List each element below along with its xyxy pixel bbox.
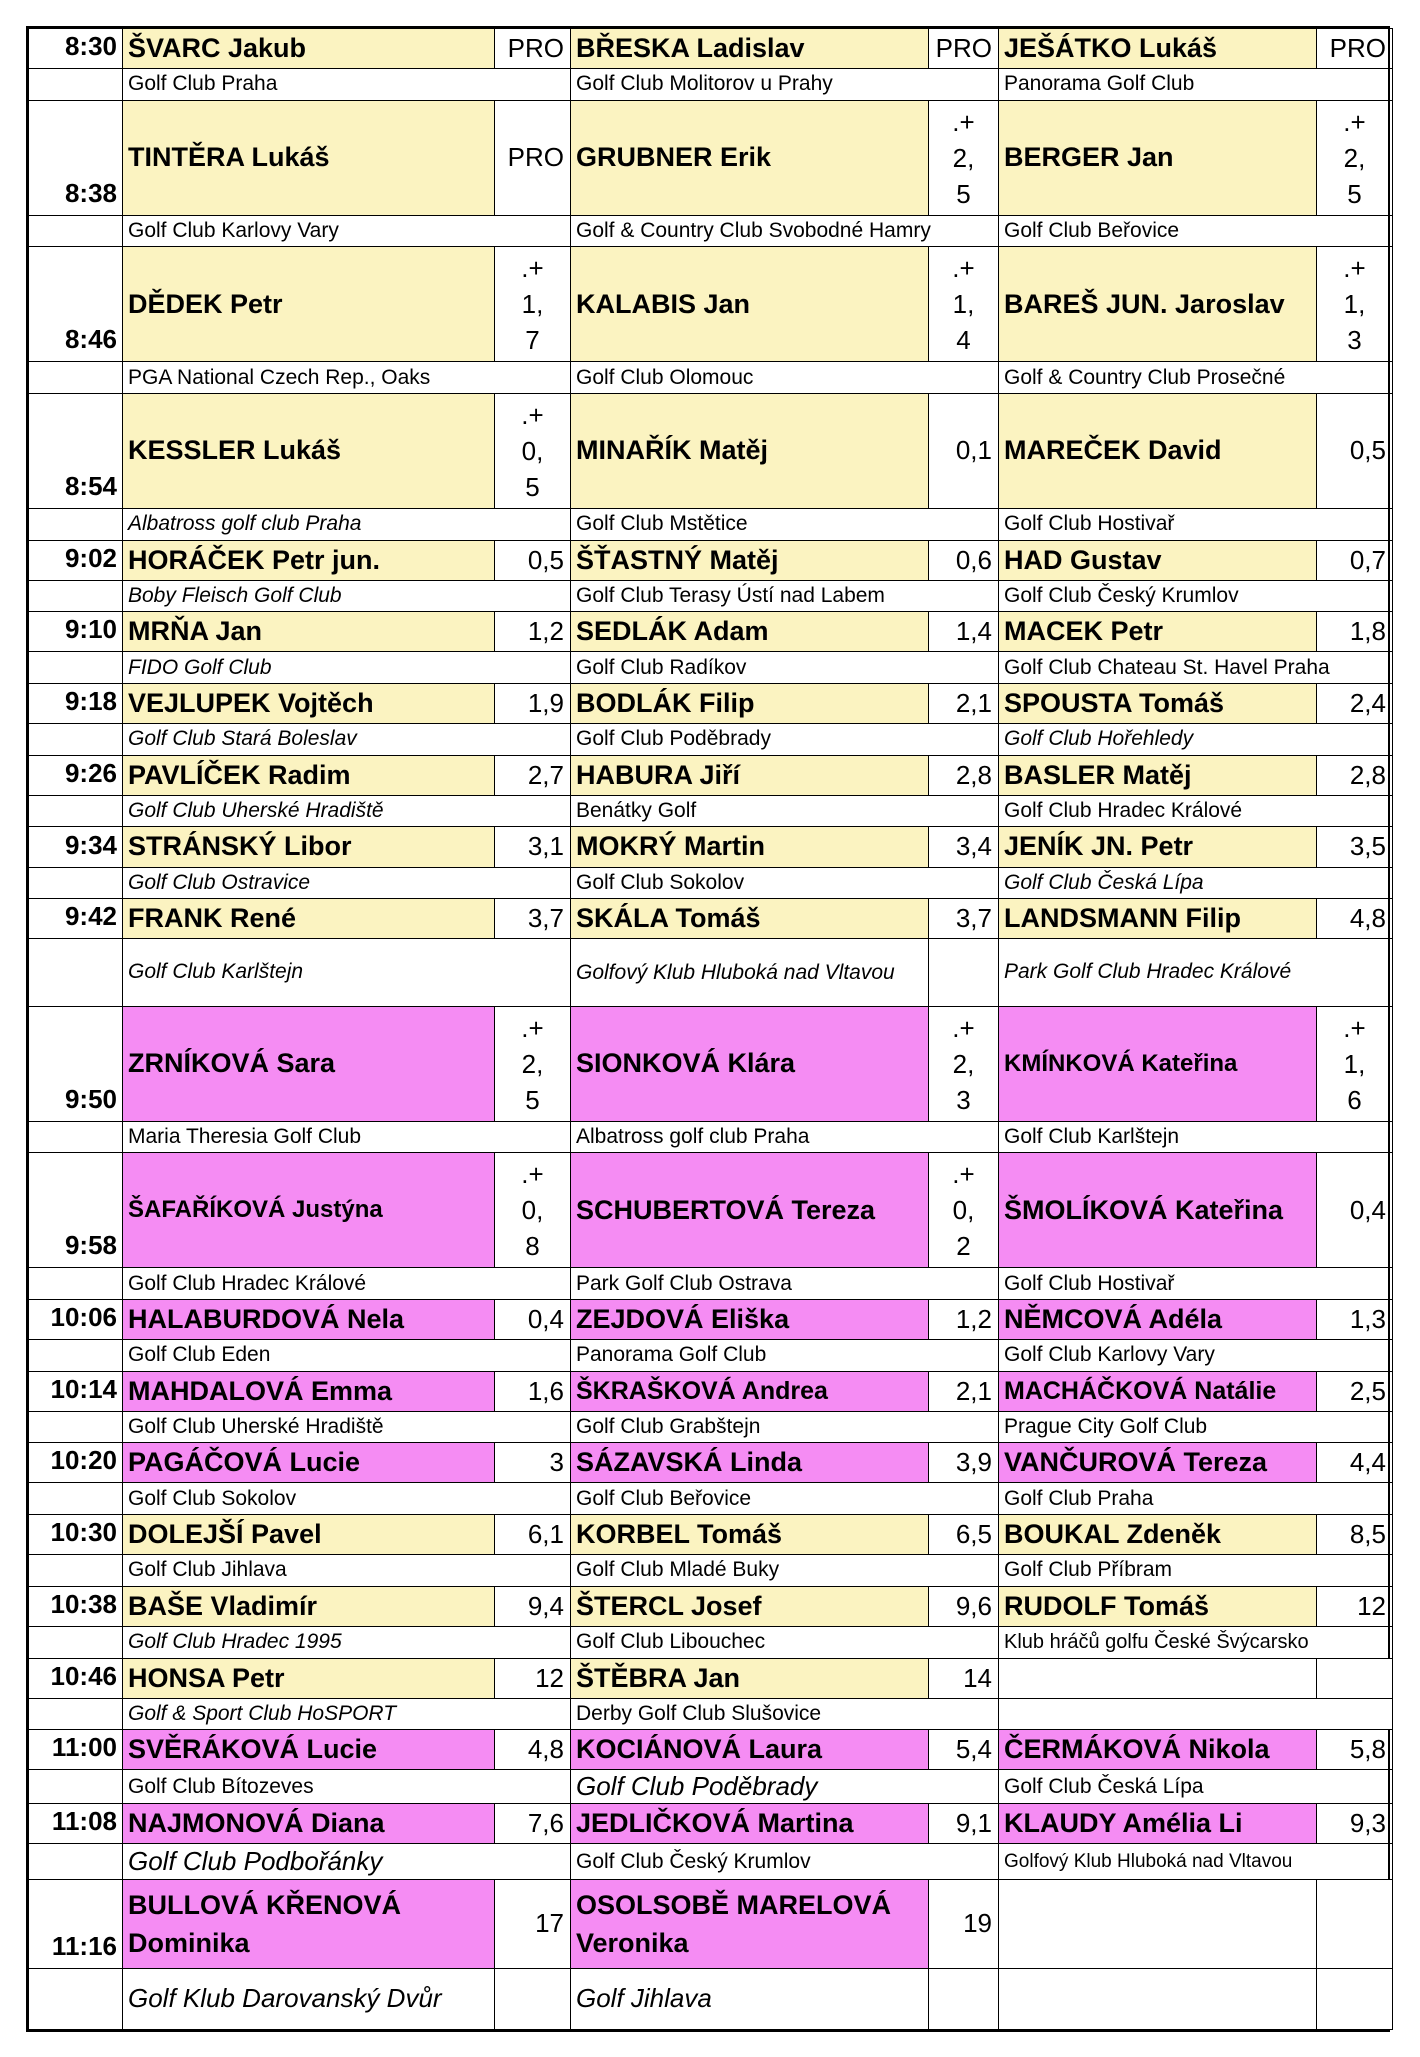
club-name: Golf Club Chateau St. Havel Praha (999, 652, 1393, 684)
tee-time: 10:20 (29, 1443, 123, 1483)
tee-time: 9:02 (29, 540, 123, 580)
club-row (29, 215, 1393, 247)
player-name: MAREČEK David (999, 393, 1317, 508)
club-name: Golf Club Hradec Králové (999, 795, 1393, 827)
player-name: GRUBNER Erik (571, 100, 929, 215)
handicap: 0,6 (929, 540, 999, 580)
club-name: Golf Club Karlovy Vary (123, 215, 571, 247)
club-row (29, 362, 1393, 394)
club-name: PGA National Czech Rep., Oaks (123, 362, 571, 394)
club-name: Derby Golf Club Slušovice (571, 1698, 999, 1730)
player-row (29, 29, 1393, 69)
handicap: 1,2 (929, 1299, 999, 1339)
club-name: Golf Club Hostivař (999, 1268, 1393, 1300)
club-name: Golf Club Ostravice (123, 867, 571, 899)
club-name: Park Golf Club Ostrava (571, 1268, 999, 1300)
player-row (29, 247, 1393, 362)
club-row (29, 1483, 1393, 1515)
handicap: 3,7 (929, 899, 999, 939)
player-name: VANČUROVÁ Tereza (999, 1443, 1317, 1483)
player-row (29, 1153, 1393, 1268)
club-row (29, 867, 1393, 899)
player-name: KALABIS Jan (571, 247, 929, 362)
club-row (29, 652, 1393, 684)
handicap: PRO (495, 29, 571, 69)
player-name: SEDLÁK Adam (571, 612, 929, 652)
club-name: Golf Club Libouchec (571, 1626, 999, 1658)
player-row (29, 755, 1393, 795)
club-name: Golf & Sport Club HoSPORT (123, 1698, 571, 1730)
club-name: Golfový Klub Hluboká nad Vltavou (999, 1844, 1393, 1880)
handicap: 14 (929, 1658, 999, 1698)
handicap: 5,8 (1317, 1730, 1393, 1770)
player-name: SPOUSTA Tomáš (999, 683, 1317, 723)
club-name: Golf Club Bítozeves (123, 1770, 571, 1804)
club-name: Panorama Golf Club (571, 1340, 999, 1372)
club-name: Maria Theresia Golf Club (123, 1121, 571, 1153)
player-row (29, 1730, 1393, 1770)
handicap: .+1,6 (1317, 1006, 1393, 1121)
tee-time: 11:00 (29, 1730, 123, 1770)
club-name: Golf Club Stará Boleslav (123, 724, 571, 756)
player-name: FRANK René (123, 899, 495, 939)
tee-time: 9:50 (29, 1006, 123, 1121)
handicap: 1,8 (1317, 612, 1393, 652)
player-name: SIONKOVÁ Klára (571, 1006, 929, 1121)
club-name: Golf Club Česká Lípa (999, 1770, 1393, 1804)
handicap: 7,6 (495, 1804, 571, 1844)
club-name: Golf Club Olomouc (571, 362, 999, 394)
handicap: .+1,3 (1317, 247, 1393, 362)
club-name: Golf Klub Darovanský Dvůr (123, 1968, 495, 2029)
club-name: Golf Club Příbram (999, 1555, 1393, 1587)
player-name: KMÍNKOVÁ Kateřina (999, 1006, 1317, 1121)
player-name: VEJLUPEK Vojtěch (123, 683, 495, 723)
player-name: LANDSMANN Filip (999, 899, 1317, 939)
player-name: TINTĚRA Lukáš (123, 100, 495, 215)
handicap: 4,8 (1317, 899, 1393, 939)
player-name: BŘESKA Ladislav (571, 29, 929, 69)
tee-time: 8:38 (29, 100, 123, 215)
handicap: 2,1 (929, 683, 999, 723)
club-name: Golf Club Sokolov (571, 867, 999, 899)
tee-time: 10:30 (29, 1515, 123, 1555)
player-name: ŠMOLÍKOVÁ Kateřina (999, 1153, 1317, 1268)
club-row (29, 69, 1393, 101)
handicap: 3,4 (929, 827, 999, 867)
player-name: MAHDALOVÁ Emma (123, 1371, 495, 1411)
player-name: ŠTĚBRA Jan (571, 1658, 929, 1698)
handicap: .+0,8 (495, 1153, 571, 1268)
handicap: 2,8 (1317, 755, 1393, 795)
club-row (29, 1626, 1393, 1658)
player-name: BODLÁK Filip (571, 683, 929, 723)
club-name: Golf Club Beřovice (571, 1483, 999, 1515)
handicap: 1,9 (495, 683, 571, 723)
club-name: Golf Club Uherské Hradiště (123, 795, 571, 827)
club-name: Golf Club Molitorov u Prahy (571, 69, 999, 101)
club-name: Golf Club Hradec 1995 (123, 1626, 571, 1658)
empty-slot (1317, 1968, 1393, 2029)
club-name: Golf Club Grabštejn (571, 1411, 999, 1443)
player-name: STRÁNSKÝ Libor (123, 827, 495, 867)
club-row (29, 580, 1393, 612)
handicap: 2,1 (929, 1371, 999, 1411)
tee-time: 9:26 (29, 755, 123, 795)
club-row (29, 1121, 1393, 1153)
club-name: Albatross golf club Praha (123, 508, 571, 540)
player-name: ŠTERCL Josef (571, 1586, 929, 1626)
club-row (29, 939, 1393, 1007)
handicap: 3,9 (929, 1443, 999, 1483)
club-name: Golf Club Česká Lípa (999, 867, 1393, 899)
tee-time: 10:38 (29, 1586, 123, 1626)
player-name: NĚMCOVÁ Adéla (999, 1299, 1317, 1339)
tee-time: 9:18 (29, 683, 123, 723)
club-row (29, 508, 1393, 540)
handicap: .+2,5 (929, 100, 999, 215)
player-row (29, 1371, 1393, 1411)
player-name: ŠKRAŠKOVÁ Andrea (571, 1371, 929, 1411)
empty-slot (999, 1968, 1317, 2029)
player-row (29, 393, 1393, 508)
handicap: .+2,5 (495, 1006, 571, 1121)
handicap: 2,7 (495, 755, 571, 795)
player-name: BULLOVÁ KŘENOVÁ Dominika (123, 1880, 495, 1969)
handicap: 2,5 (1317, 1371, 1393, 1411)
start-list-table (28, 28, 1393, 2030)
tee-time: 8:54 (29, 393, 123, 508)
handicap: 0,4 (1317, 1153, 1393, 1268)
player-row (29, 1443, 1393, 1483)
player-name: MOKRÝ Martin (571, 827, 929, 867)
club-name: Golf Club Radíkov (571, 652, 999, 684)
player-name: HALABURDOVÁ Nela (123, 1299, 495, 1339)
club-name: Benátky Golf (571, 795, 999, 827)
club-name: Golf Club Karlovy Vary (999, 1340, 1393, 1372)
handicap: .+2,3 (929, 1006, 999, 1121)
player-name: PAVLÍČEK Radim (123, 755, 495, 795)
handicap: 1,3 (1317, 1299, 1393, 1339)
player-row (29, 1804, 1393, 1844)
handicap: 3,5 (1317, 827, 1393, 867)
club-name: Golf Club Sokolov (123, 1483, 571, 1515)
player-row (29, 827, 1393, 867)
player-name: DĚDEK Petr (123, 247, 495, 362)
handicap: 8,5 (1317, 1515, 1393, 1555)
club-name: Golf Club Terasy Ústí nad Labem (571, 580, 999, 612)
club-row (29, 1340, 1393, 1372)
club-name: Golf Club Podbořánky (123, 1844, 571, 1880)
tee-time: 11:16 (29, 1880, 123, 1969)
handicap: 6,1 (495, 1515, 571, 1555)
handicap: 4,8 (495, 1730, 571, 1770)
player-name: ŠAFAŘÍKOVÁ Justýna (123, 1153, 495, 1268)
player-name: KLAUDY Amélia Li (999, 1804, 1317, 1844)
player-name: SCHUBERTOVÁ Tereza (571, 1153, 929, 1268)
tee-time: 8:30 (29, 29, 123, 69)
club-name: Golf Club Jihlava (123, 1555, 571, 1587)
player-name: PAGÁČOVÁ Lucie (123, 1443, 495, 1483)
empty-slot (1317, 1658, 1393, 1698)
handicap: .+1,4 (929, 247, 999, 362)
handicap: 12 (1317, 1586, 1393, 1626)
handicap: 5,4 (929, 1730, 999, 1770)
player-name: KOCIÁNOVÁ Laura (571, 1730, 929, 1770)
club-row (29, 1770, 1393, 1804)
handicap: 0,1 (929, 393, 999, 508)
handicap: .+1,7 (495, 247, 571, 362)
player-row (29, 540, 1393, 580)
club-name: Golf Club Poděbrady (571, 724, 999, 756)
player-name: BOUKAL Zdeněk (999, 1515, 1317, 1555)
player-name: JEŠÁTKO Lukáš (999, 29, 1317, 69)
club-name: Golf Club Poděbrady (571, 1770, 999, 1804)
player-name: MACEK Petr (999, 612, 1317, 652)
club-name: Klub hráčů golfu České Švýcarsko (999, 1626, 1393, 1658)
player-name: SKÁLA Tomáš (571, 899, 929, 939)
handicap: 3,1 (495, 827, 571, 867)
tee-time: 9:58 (29, 1153, 123, 1268)
club-name: Golf Club Mstětice (571, 508, 999, 540)
club-name: Golf & Country Club Prosečné (999, 362, 1393, 394)
tee-time: 10:14 (29, 1371, 123, 1411)
player-name: JEDLIČKOVÁ Martina (571, 1804, 929, 1844)
club-row (29, 724, 1393, 756)
club-name: Park Golf Club Hradec Králové (999, 939, 1393, 1007)
club-name: Golfový Klub Hluboká nad Vltavou (571, 939, 929, 1007)
handicap: 6,5 (929, 1515, 999, 1555)
handicap: 9,1 (929, 1804, 999, 1844)
player-row (29, 1880, 1393, 1969)
handicap: PRO (495, 100, 571, 215)
player-name: DOLEJŠÍ Pavel (123, 1515, 495, 1555)
handicap: 0,7 (1317, 540, 1393, 580)
club-name: Golf Club Český Krumlov (999, 580, 1393, 612)
tee-time: 9:42 (29, 899, 123, 939)
handicap: .+2,5 (1317, 100, 1393, 215)
player-row (29, 1586, 1393, 1626)
handicap: 2,8 (929, 755, 999, 795)
player-name: RUDOLF Tomáš (999, 1586, 1317, 1626)
handicap: 9,3 (1317, 1804, 1393, 1844)
player-row (29, 1299, 1393, 1339)
club-row (29, 1968, 1393, 2029)
club-name: Golf & Country Club Svobodné Hamry (571, 215, 999, 247)
player-name: HAD Gustav (999, 540, 1317, 580)
club-name: Golf Club Hradec Králové (123, 1268, 571, 1300)
club-name: Golf Club Český Krumlov (571, 1844, 999, 1880)
handicap: 2,4 (1317, 683, 1393, 723)
handicap: .+0,2 (929, 1153, 999, 1268)
club-name: Prague City Golf Club (999, 1411, 1393, 1443)
handicap: 3,7 (495, 899, 571, 939)
player-name: ZRNÍKOVÁ Sara (123, 1006, 495, 1121)
player-row (29, 1006, 1393, 1121)
handicap: 0,5 (495, 540, 571, 580)
tee-time: 10:46 (29, 1658, 123, 1698)
club-name: Golf Club Mladé Buky (571, 1555, 999, 1587)
club-name: FIDO Golf Club (123, 652, 571, 684)
handicap: 0,5 (1317, 393, 1393, 508)
club-name: Albatross golf club Praha (571, 1121, 999, 1153)
club-row (29, 1844, 1393, 1880)
handicap: 1,2 (495, 612, 571, 652)
tee-time: 9:34 (29, 827, 123, 867)
player-name: HONSA Petr (123, 1658, 495, 1698)
player-name: BAŠE Vladimír (123, 1586, 495, 1626)
club-name: Golf Club Karlštejn (123, 939, 571, 1007)
handicap: 19 (929, 1880, 999, 1969)
club-row (29, 1411, 1393, 1443)
handicap: 1,6 (495, 1371, 571, 1411)
player-row (29, 612, 1393, 652)
tee-time: 10:06 (29, 1299, 123, 1339)
tee-time: 9:10 (29, 612, 123, 652)
club-row (29, 1555, 1393, 1587)
player-name: BASLER Matěj (999, 755, 1317, 795)
player-row (29, 1658, 1393, 1698)
player-name: MACHÁČKOVÁ Natálie (999, 1371, 1317, 1411)
player-row (29, 100, 1393, 215)
club-row (29, 795, 1393, 827)
handicap: PRO (1317, 29, 1393, 69)
tee-time-sheet (26, 26, 1390, 2032)
player-name: KESSLER Lukáš (123, 393, 495, 508)
player-name: HABURA Jiří (571, 755, 929, 795)
club-name: Golf Club Beřovice (999, 215, 1393, 247)
player-name: KORBEL Tomáš (571, 1515, 929, 1555)
handicap: 1,4 (929, 612, 999, 652)
player-row (29, 899, 1393, 939)
club-name: Panorama Golf Club (999, 69, 1393, 101)
club-row (29, 1698, 1393, 1730)
handicap: PRO (929, 29, 999, 69)
club-name: Golf Club Hořehledy (999, 724, 1393, 756)
player-name: BERGER Jan (999, 100, 1317, 215)
player-name: HORÁČEK Petr jun. (123, 540, 495, 580)
club-name: Golf Club Eden (123, 1340, 571, 1372)
club-name: Golf Club Praha (999, 1483, 1393, 1515)
handicap: 0,4 (495, 1299, 571, 1339)
handicap: 9,4 (495, 1586, 571, 1626)
player-name: SVĚRÁKOVÁ Lucie (123, 1730, 495, 1770)
player-row (29, 683, 1393, 723)
player-name: ŠŤASTNÝ Matěj (571, 540, 929, 580)
club-row (29, 1268, 1393, 1300)
player-name: ČERMÁKOVÁ Nikola (999, 1730, 1317, 1770)
player-name: OSOLSOBĚ MARELOVÁ Veronika (571, 1880, 929, 1969)
player-row (29, 1515, 1393, 1555)
handicap: 9,6 (929, 1586, 999, 1626)
player-name: ZEJDOVÁ Eliška (571, 1299, 929, 1339)
handicap: 12 (495, 1658, 571, 1698)
club-name: Golf Club Hostivař (999, 508, 1393, 540)
tee-time: 11:08 (29, 1804, 123, 1844)
handicap: 4,4 (1317, 1443, 1393, 1483)
player-name: ŠVARC Jakub (123, 29, 495, 69)
empty-slot (999, 1880, 1317, 1969)
handicap: 17 (495, 1880, 571, 1969)
empty-slot (1317, 1880, 1393, 1969)
handicap: 3 (495, 1443, 571, 1483)
club-name: Golf Club Karlštejn (999, 1121, 1393, 1153)
club-name: Golf Jihlava (571, 1968, 929, 2029)
player-name: MRŇA Jan (123, 612, 495, 652)
player-name: MINAŘÍK Matěj (571, 393, 929, 508)
player-name: SÁZAVSKÁ Linda (571, 1443, 929, 1483)
tee-time: 8:46 (29, 247, 123, 362)
handicap: .+0,5 (495, 393, 571, 508)
club-name: Boby Fleisch Golf Club (123, 580, 571, 612)
club-name: Golf Club Uherské Hradiště (123, 1411, 571, 1443)
player-name: NAJMONOVÁ Diana (123, 1804, 495, 1844)
empty-slot (999, 1698, 1393, 1730)
player-name: JENÍK JN. Petr (999, 827, 1317, 867)
player-name: BAREŠ JUN. Jaroslav (999, 247, 1317, 362)
club-name: Golf Club Praha (123, 69, 571, 101)
empty-slot (999, 1658, 1317, 1698)
